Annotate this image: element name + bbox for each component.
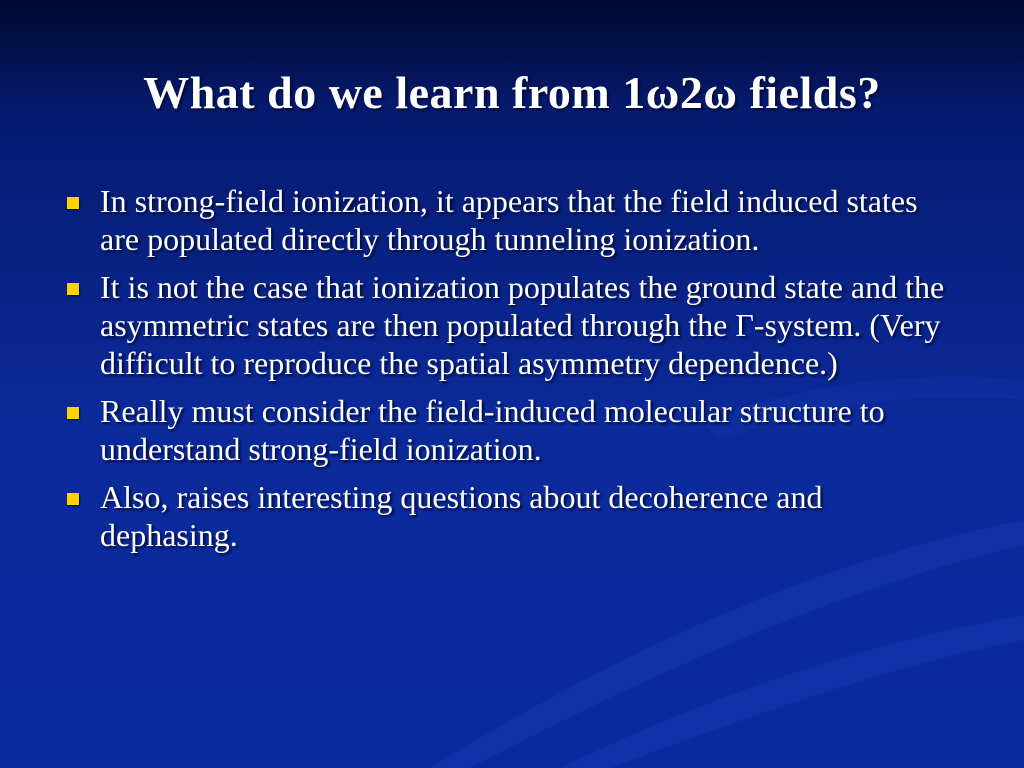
bullet-item xyxy=(60,268,960,382)
bullet-text: Really must consider the field-induced molecular structure to understand strong-field ionization. xyxy=(100,393,885,467)
bullet-item xyxy=(60,182,960,258)
slide-title: What do we learn from 1ω2ω fields? xyxy=(143,67,881,118)
bullet-item xyxy=(60,392,960,468)
yellow-square-bullet-icon xyxy=(67,493,79,505)
bullet-text: Also, raises interesting questions about decoherence and dephasing. xyxy=(100,479,823,553)
bullet-text: It is not the case that ionization populates the ground state and the asymmetric states are then populated through the Γ-system. (Very difficult to reproduce the spatial asymmetry dependence.) xyxy=(100,269,945,381)
yellow-square-bullet-icon xyxy=(67,283,79,295)
bullet-list xyxy=(60,182,960,564)
yellow-square-bullet-icon xyxy=(67,197,79,209)
yellow-square-bullet-icon xyxy=(67,407,79,419)
bullet-item xyxy=(60,478,960,554)
bullet-text: In strong-field ionization, it appears that the field induced states are populated directly through tunneling ionization. xyxy=(100,183,918,257)
